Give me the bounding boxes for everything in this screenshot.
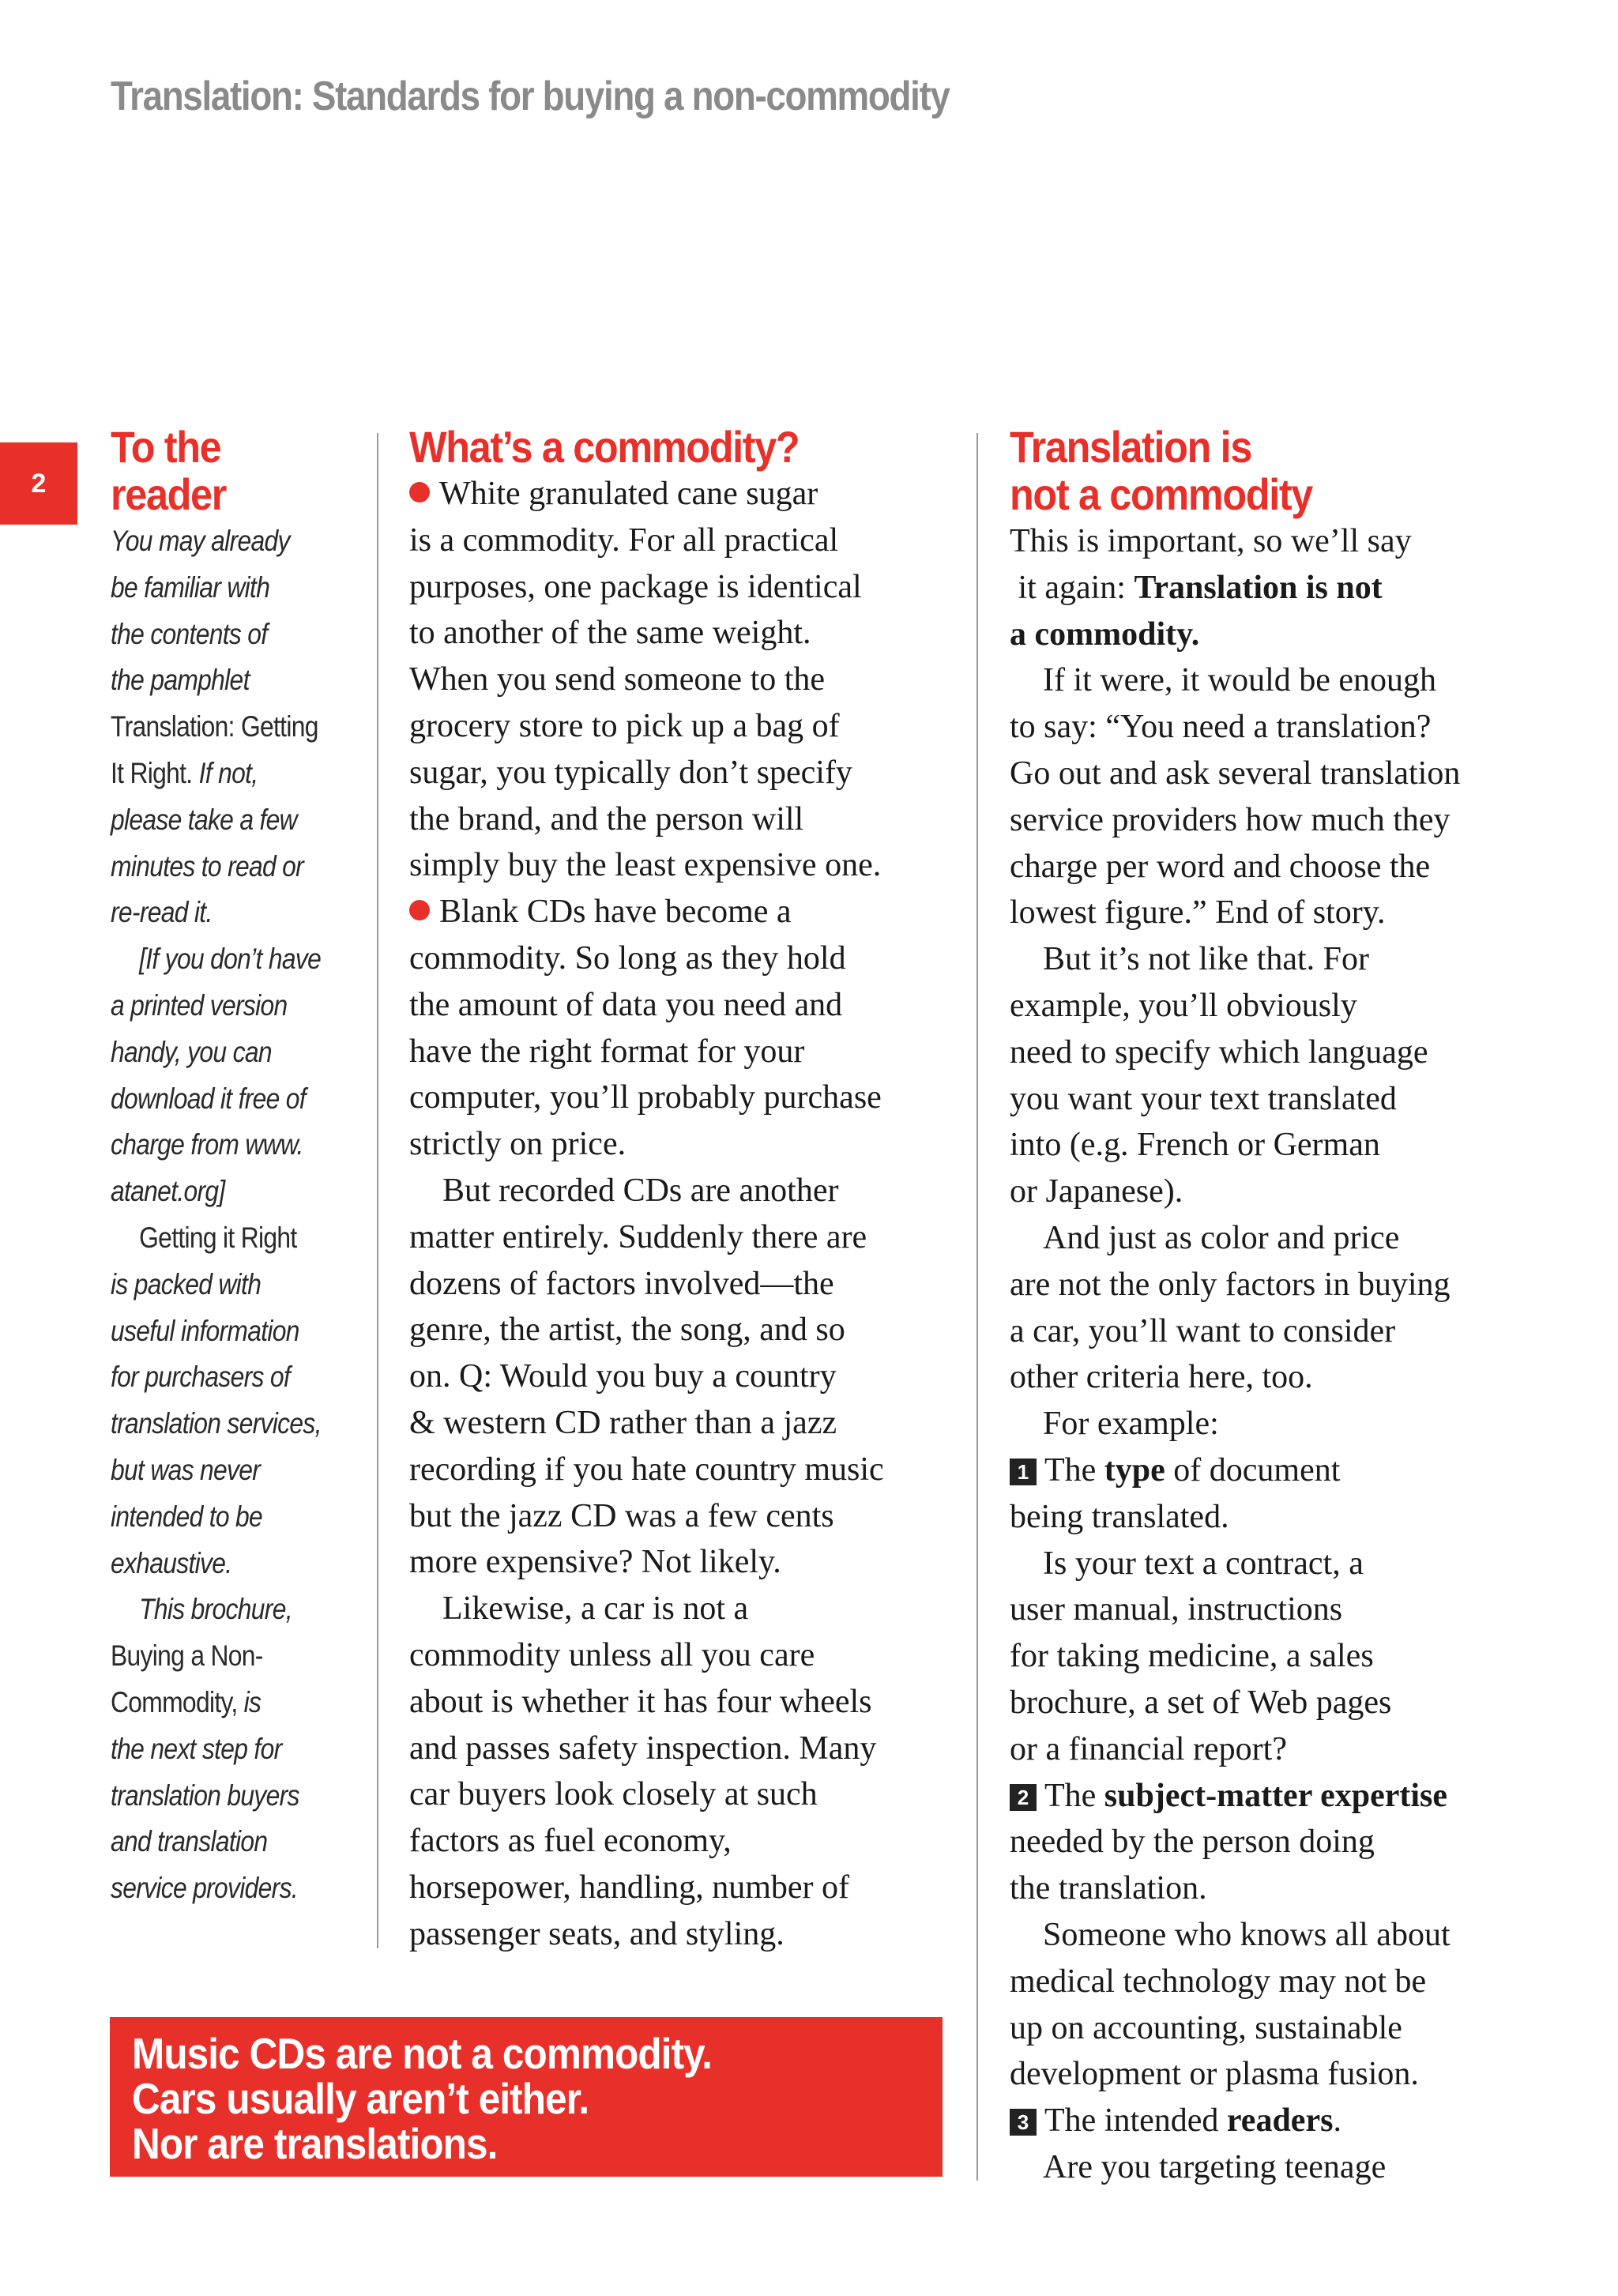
- body-line: And just as color and price: [1043, 1219, 1400, 1256]
- middle-column: [409, 423, 884, 1958]
- sidebar-text-run: is: [237, 1685, 262, 1718]
- body-line: car buyers look closely at such: [409, 1776, 818, 1813]
- body-text-run: The: [1044, 1451, 1104, 1489]
- body-line: computer, you’ll probably purchase: [409, 1079, 882, 1116]
- sidebar-heading-line: To the: [111, 422, 221, 472]
- sidebar-text: [111, 518, 341, 1912]
- body-line: simply buy the least expensive one.: [409, 847, 882, 884]
- sidebar-text-run: If not,: [192, 756, 258, 789]
- callout-box: [110, 2017, 943, 2177]
- sidebar-line: This brochure,: [139, 1593, 292, 1626]
- body-line: factors as fuel economy,: [409, 1823, 732, 1860]
- body-line: a car, you’ll want to consider: [1010, 1312, 1396, 1349]
- body-line: on. Q: Would you buy a country: [409, 1358, 837, 1395]
- sidebar-line: [If you don’t have: [139, 943, 322, 976]
- sidebar-line: is packed with: [111, 1267, 262, 1300]
- body-line: the translation.: [1010, 1870, 1207, 1907]
- sidebar-line: handy, you can: [111, 1035, 272, 1068]
- body-line: strictly on price.: [409, 1126, 627, 1163]
- right-heading-line: not a commodity: [1010, 469, 1312, 519]
- body-line: into (e.g. French or German: [1010, 1127, 1380, 1164]
- sidebar-line: the next step for: [111, 1732, 282, 1765]
- sidebar-line: exhaustive.: [111, 1546, 232, 1579]
- body-line: Someone who knows all about: [1043, 1916, 1451, 1953]
- body-line: service providers how much they: [1010, 801, 1451, 838]
- body-line: Are you targeting teenage: [1043, 2148, 1387, 2185]
- body-line: to another of the same weight.: [409, 615, 811, 652]
- body-line: matter entirely. Suddenly there are: [409, 1218, 867, 1255]
- body-line: Blank CDs have become a: [439, 894, 792, 931]
- body-line: commodity unless all you care: [409, 1636, 815, 1673]
- body-line: recording if you hate country music: [409, 1451, 884, 1488]
- body-line: have the right format for your: [409, 1033, 805, 1070]
- body-line: dozens of factors involved—the: [409, 1265, 834, 1302]
- body-line: need to specify which language: [1010, 1033, 1428, 1071]
- sidebar-column: [111, 423, 379, 1912]
- emphasis-text: a commodity.: [1010, 615, 1200, 653]
- sidebar-line: the pamphlet: [111, 664, 250, 697]
- body-text-run: it again:: [1010, 569, 1134, 606]
- number-one-badge-icon: 1: [1010, 1459, 1037, 1485]
- sidebar-line: Buying a Non-: [111, 1639, 263, 1673]
- callout-line: Cars usually aren’t either.: [132, 2074, 589, 2123]
- body-line: needed by the person doing: [1010, 1824, 1375, 1861]
- sidebar-line: and translation: [111, 1825, 268, 1858]
- callout-line: Music CDs are not a commodity.: [132, 2029, 712, 2078]
- number-three-badge-icon: 3: [1010, 2109, 1037, 2136]
- right-column: [1010, 423, 1460, 2191]
- body-line: For example:: [1043, 1406, 1219, 1443]
- sidebar-line: re-read it.: [111, 896, 213, 929]
- right-heading-line: Translation is: [1010, 422, 1251, 472]
- bullet-dot-icon: [409, 900, 430, 920]
- body-line: purposes, one package is identical: [409, 568, 862, 605]
- page-number-tab: 2: [0, 442, 77, 525]
- right-text: [1010, 518, 1460, 2191]
- emphasis-text: type: [1104, 1451, 1165, 1489]
- sidebar-line: the contents of: [111, 617, 268, 650]
- body-line: Is your text a contract, a: [1043, 1545, 1364, 1582]
- sidebar-line: translation services,: [111, 1407, 322, 1440]
- body-line: are not the only factors in buying: [1010, 1266, 1451, 1303]
- body-line: But it’s not like that. For: [1043, 941, 1370, 978]
- sidebar-line: Translation: Getting: [111, 710, 318, 743]
- body-line: White granulated cane sugar: [439, 476, 818, 512]
- emphasis-text: readers: [1226, 2102, 1334, 2140]
- body-text-run: .: [1333, 2102, 1341, 2140]
- body-line: for taking medicine, a sales: [1010, 1638, 1374, 1675]
- body-line: about is whether it has four wheels: [409, 1683, 872, 1720]
- body-line: the brand, and the person will: [409, 800, 804, 837]
- body-line: & western CD rather than a jazz: [409, 1404, 837, 1441]
- sidebar-line: minutes to read or: [111, 849, 304, 883]
- body-line: But recorded CDs are another: [442, 1172, 839, 1209]
- body-line: but the jazz CD was a few cents: [409, 1497, 834, 1534]
- emphasis-text: Translation is not: [1134, 569, 1383, 606]
- sidebar-line: service providers.: [111, 1872, 298, 1905]
- brochure-title: Commodity,: [111, 1685, 238, 1718]
- sidebar-line: but was never: [111, 1453, 261, 1486]
- emphasis-text: subject-matter expertise: [1104, 1777, 1448, 1814]
- body-line: When you send someone to the: [409, 661, 826, 698]
- body-line: up on accounting, sustainable: [1010, 2009, 1402, 2046]
- body-line: being translated.: [1010, 1498, 1229, 1535]
- sidebar-line: a printed version: [111, 988, 288, 1022]
- sidebar-line: translation buyers: [111, 1778, 299, 1812]
- body-line: user manual, instructions: [1010, 1591, 1343, 1628]
- sidebar-line: useful information: [111, 1314, 299, 1347]
- sidebar-line: You may already: [111, 525, 290, 557]
- body-line: other criteria here, too.: [1010, 1359, 1313, 1396]
- body-line: grocery store to pick up a bag of: [409, 707, 840, 744]
- sidebar-line: download it free of: [111, 1082, 306, 1115]
- right-heading: [1010, 423, 1415, 518]
- body-text-run: of document: [1165, 1451, 1341, 1489]
- body-line: or Japanese).: [1010, 1173, 1183, 1210]
- body-line: If it were, it would be enough: [1043, 662, 1437, 699]
- column-rule: [976, 433, 978, 2181]
- body-line: Likewise, a car is not a: [442, 1590, 749, 1628]
- body-line: sugar, you typically don’t specify: [409, 754, 852, 791]
- body-line: medical technology may not be: [1010, 1963, 1427, 2000]
- body-line: commodity. So long as they hold: [409, 939, 846, 977]
- body-line: to say: “You need a translation?: [1010, 709, 1432, 746]
- column-rule: [377, 433, 378, 1948]
- body-line: This is important, so we’ll say: [1010, 523, 1412, 559]
- middle-heading: What’s a commodity?: [409, 422, 800, 472]
- body-line: the amount of data you need and: [409, 986, 843, 1023]
- sidebar-line: intended to be: [111, 1500, 263, 1533]
- sidebar-line: for purchasers of: [111, 1361, 291, 1394]
- body-line: you want your text translated: [1010, 1080, 1397, 1117]
- body-line: development or plasma fusion.: [1010, 2056, 1419, 2093]
- body-text-run: The: [1044, 1777, 1104, 1814]
- body-line: is a commodity. For all practical: [409, 521, 839, 559]
- body-line: Go out and ask several translation: [1010, 755, 1461, 792]
- body-line: more expensive? Not likely.: [409, 1544, 781, 1581]
- middle-text: [409, 471, 884, 1958]
- body-line: or a financial report?: [1010, 1730, 1287, 1767]
- body-line: brochure, a set of Web pages: [1010, 1684, 1392, 1721]
- body-line: example, you’ll obviously: [1010, 987, 1357, 1024]
- sidebar-line: please take a few: [111, 803, 297, 836]
- sidebar-line: atanet.org]: [111, 1175, 225, 1208]
- sidebar-line: Getting it Right: [139, 1221, 297, 1254]
- sidebar-line: be familiar with: [111, 570, 270, 604]
- body-line: lowest figure.” End of story.: [1010, 894, 1386, 932]
- body-line: charge per word and choose the: [1010, 848, 1431, 885]
- body-line: horsepower, handling, number of: [409, 1869, 850, 1906]
- body-line: passenger seats, and styling.: [409, 1915, 785, 1952]
- number-two-badge-icon: 2: [1010, 1784, 1037, 1811]
- pamphlet-title: It Right.: [111, 756, 193, 789]
- running-header: Translation: Standards for buying a non-commodity: [111, 73, 950, 119]
- bullet-dot-icon: [409, 482, 430, 502]
- body-line: and passes safety inspection. Many: [409, 1730, 877, 1767]
- callout-line: Nor are translations.: [132, 2119, 498, 2168]
- sidebar-heading: [111, 423, 352, 518]
- sidebar-line: charge from www.: [111, 1128, 303, 1161]
- body-text-run: The intended: [1044, 2102, 1227, 2140]
- sidebar-heading-line: reader: [111, 469, 227, 519]
- body-line: genre, the artist, the song, and so: [409, 1312, 845, 1349]
